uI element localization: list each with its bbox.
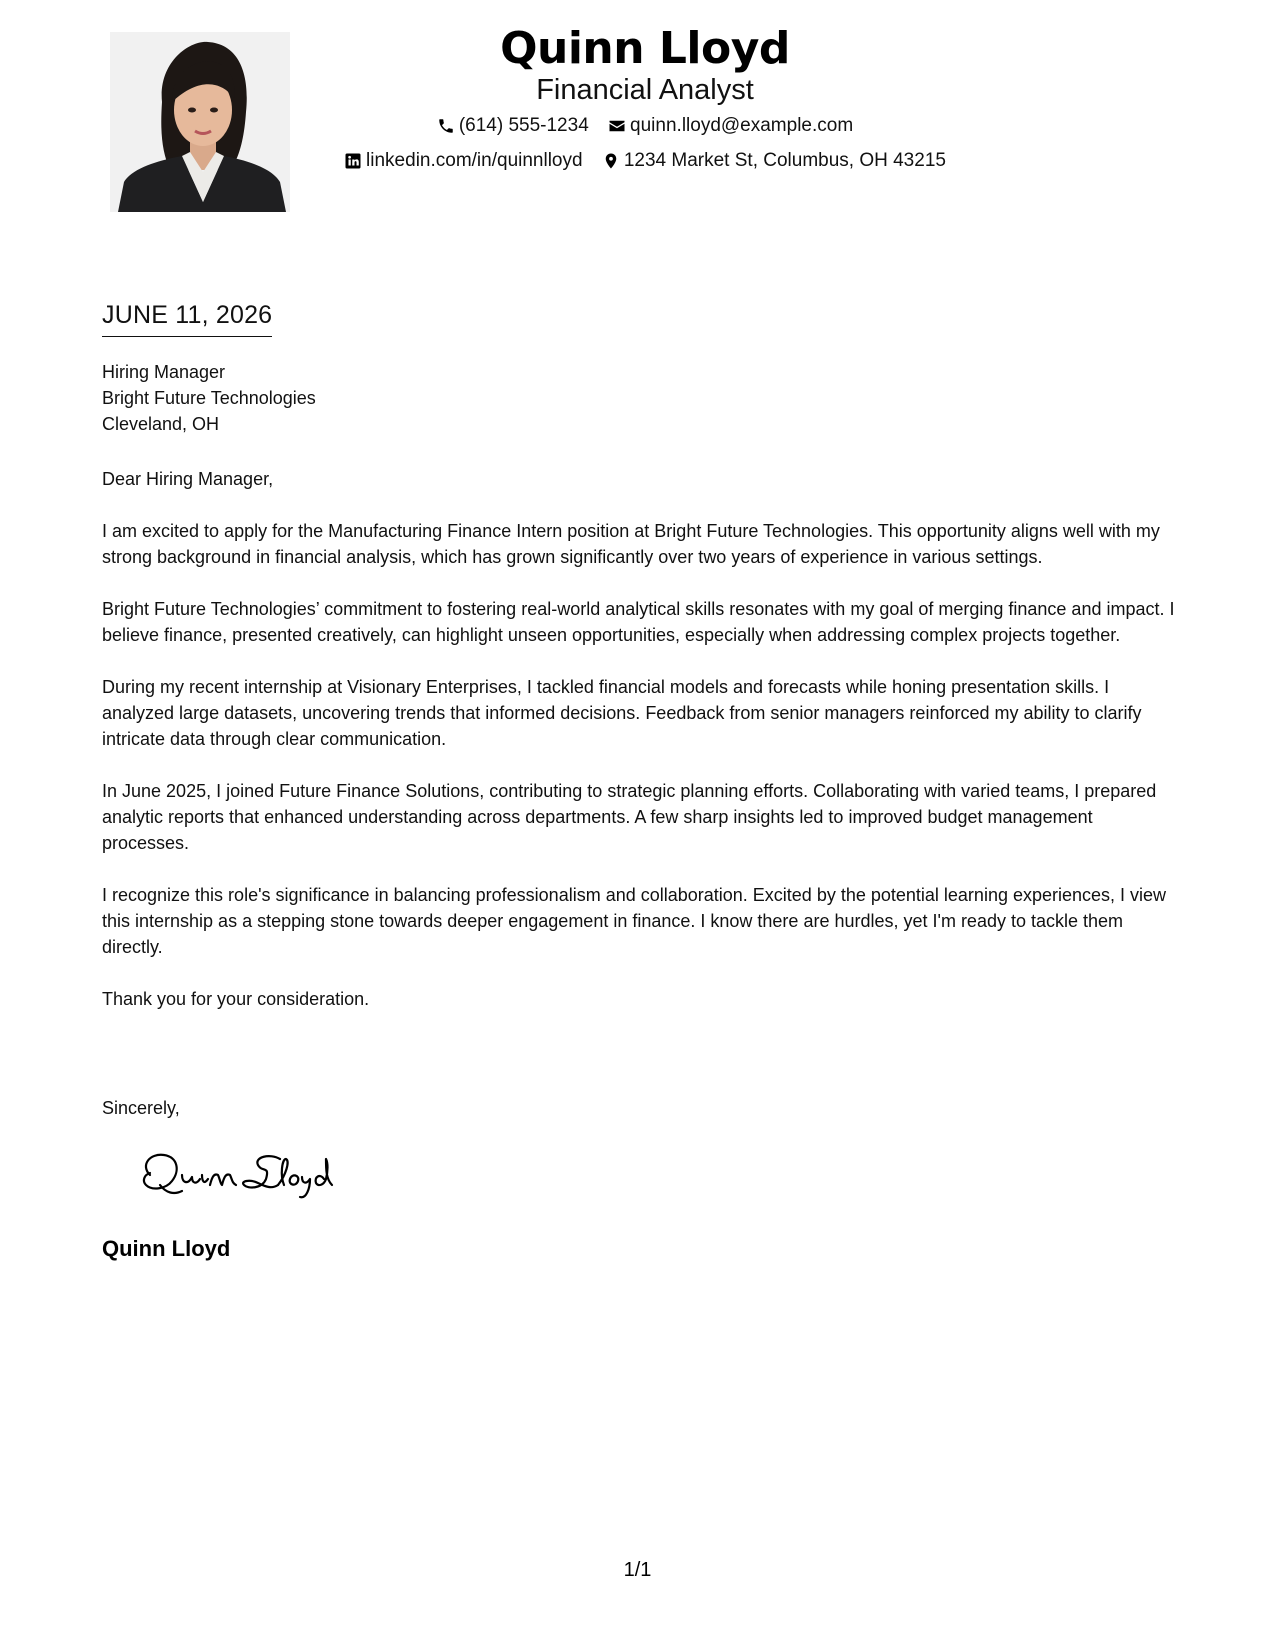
header [300, 22, 990, 176]
recipient-company: Bright Future Technologies [102, 388, 316, 408]
applicant-job-title: Financial Analyst [536, 74, 754, 106]
mailing-address: 1234 Market St, Columbus, OH 43215 [623, 150, 946, 171]
envelope-icon [608, 117, 626, 135]
contact-email [608, 115, 853, 137]
closing: Sincerely, [102, 1098, 180, 1118]
body-paragraph: In June 2025, I joined Future Finance Solutions, contributing to strategic planning efforts. Collaborating with varied teams, I prepared analytic reports that enhanced understanding across departments. A few sharp insights led to improved budget management processes. [102, 781, 1157, 853]
recipient-block [102, 359, 316, 437]
handwritten-signature [130, 1145, 350, 1215]
email-address: quinn.lloyd@example.com [630, 115, 854, 136]
applicant-name: Quinn Lloyd [500, 23, 790, 74]
contact-row-1 [300, 115, 990, 141]
contact-phone [437, 115, 589, 137]
signer-name: Quinn Lloyd [102, 1236, 231, 1261]
map-marker-icon [602, 152, 620, 170]
letter-body [102, 466, 1182, 1038]
linkedin-url: linkedin.com/in/quinnlloyd [366, 150, 583, 171]
salutation: Dear Hiring Manager, [102, 469, 274, 489]
linkedin-icon [344, 152, 362, 170]
contact-row-2 [300, 150, 990, 176]
profile-photo [110, 32, 290, 212]
body-paragraph: Bright Future Technologies’ commitment to fostering real-world analytical skills resonates with my goal of merging finance and impact. I believe finance, presented creatively, can highlight unseen opportunities, especially when addressing complex projects together. [102, 599, 1175, 645]
contact-linkedin [344, 150, 583, 172]
recipient-name: Hiring Manager [102, 362, 226, 382]
body-paragraph: I recognize this role's significance in balancing professionalism and collaboration. Excited by the potential learning experiences, I view this internship as a stepping stone towards deeper engagement in finance. I know there are hurdles, yet I'm ready to tackle them directly. [102, 885, 1167, 957]
phone-number: (614) 555-1234 [458, 115, 589, 136]
body-paragraph: During my recent internship at Visionary Enterprises, I tackled financial models and forecasts while honing presentation skills. I analyzed large datasets, uncovering trends that informed decisions. Feedback from senior managers reinforced my ability to clarify intricate data through clear communication. [102, 677, 1142, 749]
letter-date: JUNE 11, 2026 [102, 300, 272, 337]
thank-you-line: Thank you for your consideration. [102, 989, 370, 1009]
phone-icon [437, 117, 455, 135]
recipient-location: Cleveland, OH [102, 414, 220, 434]
page-number: 1/1 [623, 1559, 652, 1581]
contact-address [602, 150, 946, 172]
body-paragraph: I am excited to apply for the Manufacturing Finance Intern position at Bright Future Technologies. This opportunity aligns well with my strong background in financial analysis, which has grown significantly over two years of experience in various settings. [102, 521, 1160, 567]
